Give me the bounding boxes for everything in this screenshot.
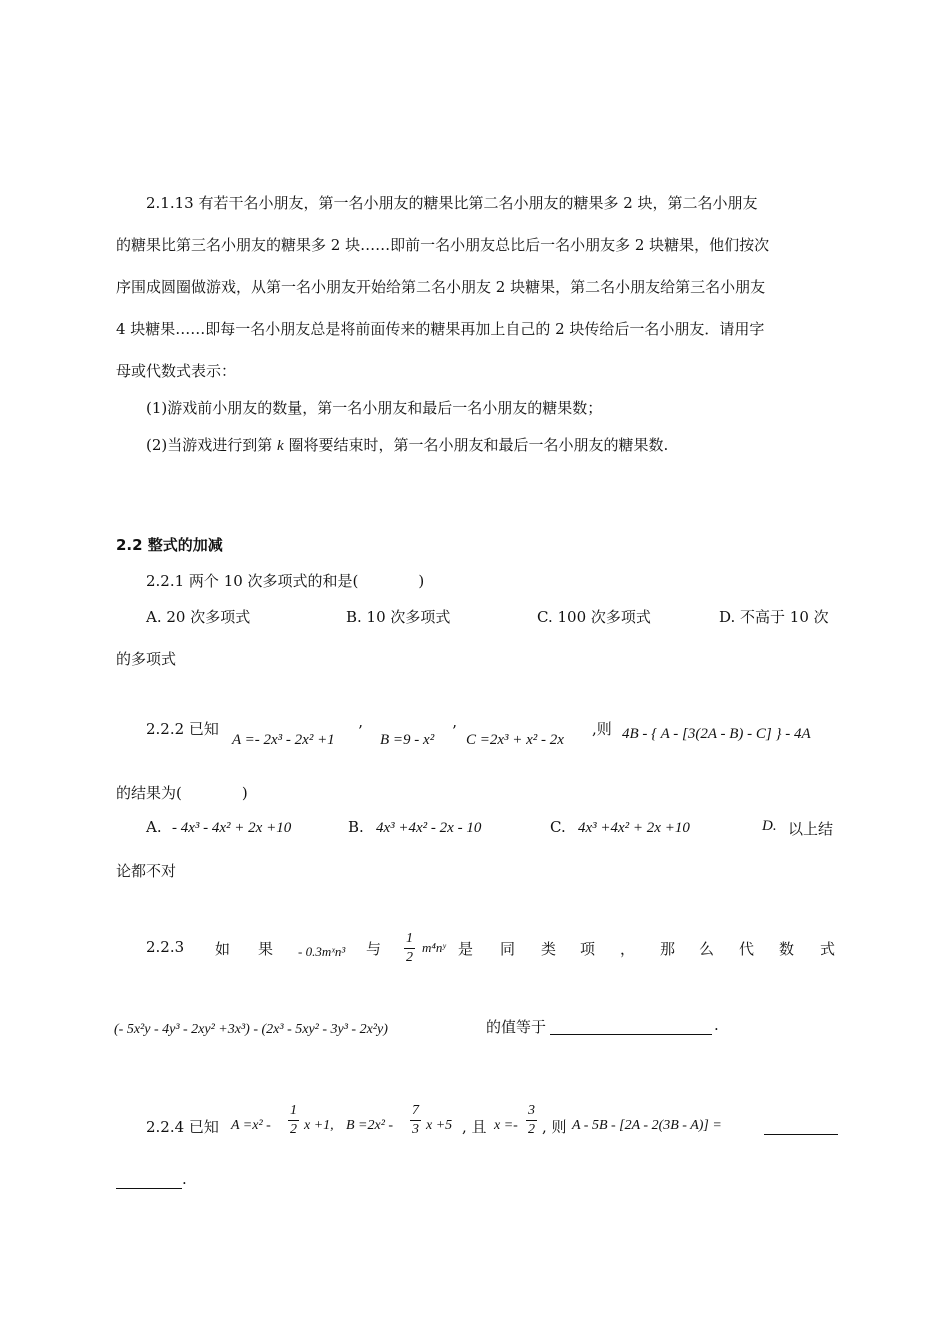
b-rhs: x +5	[426, 1118, 453, 1133]
and-text: , 且	[462, 1118, 487, 1136]
separator: ’	[358, 722, 363, 740]
fraction-denominator: 2	[528, 1122, 535, 1137]
word: 项	[580, 940, 596, 958]
option-b-label: B.	[348, 818, 364, 836]
word: 果	[258, 940, 274, 958]
fraction-numerator: 3	[526, 1102, 537, 1121]
option-a: A. 20 次多项式	[146, 608, 251, 626]
separator: ’	[452, 722, 457, 740]
then-text: ,则	[592, 720, 612, 738]
target-expression: A - 5B - [2A - 2(3B - A)] =	[572, 1118, 722, 1133]
fraction-numerator: 1	[404, 930, 415, 949]
problem-2-2-2-intro: 2.2.2 已知	[146, 720, 219, 738]
value-text: 的值等于	[486, 1018, 547, 1036]
result-line: 的结果为( )	[116, 784, 248, 802]
problem-2-2-4-intro: 2.2.4 已知	[146, 1118, 219, 1136]
option-d-label: D.	[762, 818, 777, 834]
problem-2-1-13-line-4: 4 块糖果……即每一名小朋友总是将前面传来的糖果再加上自己的 2 块传给后一名小朋友．请用字	[116, 320, 765, 338]
option-d-continuation: 论都不对	[116, 862, 177, 880]
word: 是	[458, 940, 474, 958]
option-c-expression: 4x³ +4x² + 2x +10	[578, 820, 690, 836]
section-title: 2.2 整式的加减	[116, 536, 223, 554]
then-text: , 则	[542, 1118, 567, 1136]
fraction-one-half	[404, 930, 415, 967]
word: 如	[215, 940, 231, 958]
problem-2-1-13-line-5: 母或代数式表示：	[116, 362, 237, 380]
x-lhs: x =-	[494, 1118, 518, 1133]
option-a-label: A.	[146, 818, 162, 836]
option-a-expression: - 4x³ - 4x² + 2x +10	[172, 820, 292, 836]
problem-2-1-13-line-1	[116, 192, 838, 216]
problem-2-1-13-part-2	[146, 434, 668, 455]
word: ，	[620, 940, 636, 958]
word: 与	[366, 940, 382, 958]
option-c: C. 100 次多项式	[537, 608, 651, 626]
b-lhs: B =2x² -	[346, 1118, 394, 1133]
a-lhs: A =x² -	[231, 1118, 271, 1133]
expression-a: A =- 2x³ - 2x² +1	[232, 732, 335, 748]
fraction-b	[410, 1102, 421, 1139]
expression-c: C =2x³ + x² - 2x	[466, 732, 564, 748]
period: .	[714, 1016, 719, 1034]
word: 数	[779, 940, 795, 958]
word: 么	[699, 940, 715, 958]
answer-blank	[550, 1016, 712, 1039]
word: 代	[739, 940, 755, 958]
fraction-a	[288, 1102, 299, 1139]
option-d-continuation: 的多项式	[116, 650, 177, 668]
fraction-denominator: 2	[290, 1122, 297, 1137]
answer-blank-part-1	[764, 1116, 838, 1139]
problem-2-2-1-stem: 2.2.1 两个 10 次多项式的和是( )	[146, 572, 425, 590]
word: 式	[820, 940, 836, 958]
word: 同	[500, 940, 516, 958]
a-rhs: x +1,	[304, 1118, 334, 1133]
target-expression: 4B - { A - [3(2A - B) - C] } - 4A	[622, 726, 811, 742]
option-d-text: 以上结	[788, 820, 834, 838]
problem-2-2-3-label: 2.2.3	[146, 938, 185, 956]
option-b-expression: 4x³ +4x² - 2x - 10	[376, 820, 482, 836]
word: 那	[660, 940, 676, 958]
problem-2-1-13-line-2: 的糖果比第三名小朋友的糖果多 2 块……即前一名小朋友总比后一名小朋友多 2 块糖果，他们按次	[116, 236, 770, 254]
part-2-text-b: 圈将要结束时，第一名小朋友和最后一名小朋友的糖果数.	[283, 436, 669, 454]
expression-2-2-3: (- 5x²y - 4y³ - 2xy² +3x³) - (2x³ - 5xy² - 3y³ - 2x²y)	[114, 1022, 388, 1037]
fraction-x	[526, 1102, 537, 1139]
term-1: - 0.3mˣn³	[298, 944, 346, 959]
text-line: 2.1.13 有若干名小朋友，第一名小朋友的糖果比第二名小朋友的糖果多 2 块，第二名小朋友	[146, 194, 758, 212]
fraction-numerator: 7	[410, 1102, 421, 1121]
problem-2-1-13-part-1: (1)游戏前小朋友的数量，第一名小朋友和最后一名小朋友的糖果数；	[146, 399, 603, 417]
variable-k: k	[277, 438, 284, 454]
answer-blank-part-2	[116, 1170, 182, 1193]
option-b: B. 10 次多项式	[346, 608, 451, 626]
option-c-label: C.	[550, 818, 566, 836]
fraction-denominator: 2	[406, 950, 413, 965]
option-d: D. 不高于 10 次	[719, 608, 829, 626]
term-2: m⁴nʸ	[422, 940, 446, 955]
problem-2-1-13-line-3: 序围成圆圈做游戏，从第一名小朋友开始给第二名小朋友 2 块糖果，第二名小朋友给第三名小朋友	[116, 278, 766, 296]
period: .	[182, 1170, 187, 1188]
fraction-numerator: 1	[288, 1102, 299, 1121]
word: 类	[541, 940, 557, 958]
expression-b: B =9 - x²	[380, 732, 435, 748]
fraction-denominator: 3	[412, 1122, 419, 1137]
part-2-text-a: (2)当游戏进行到第	[146, 436, 278, 454]
